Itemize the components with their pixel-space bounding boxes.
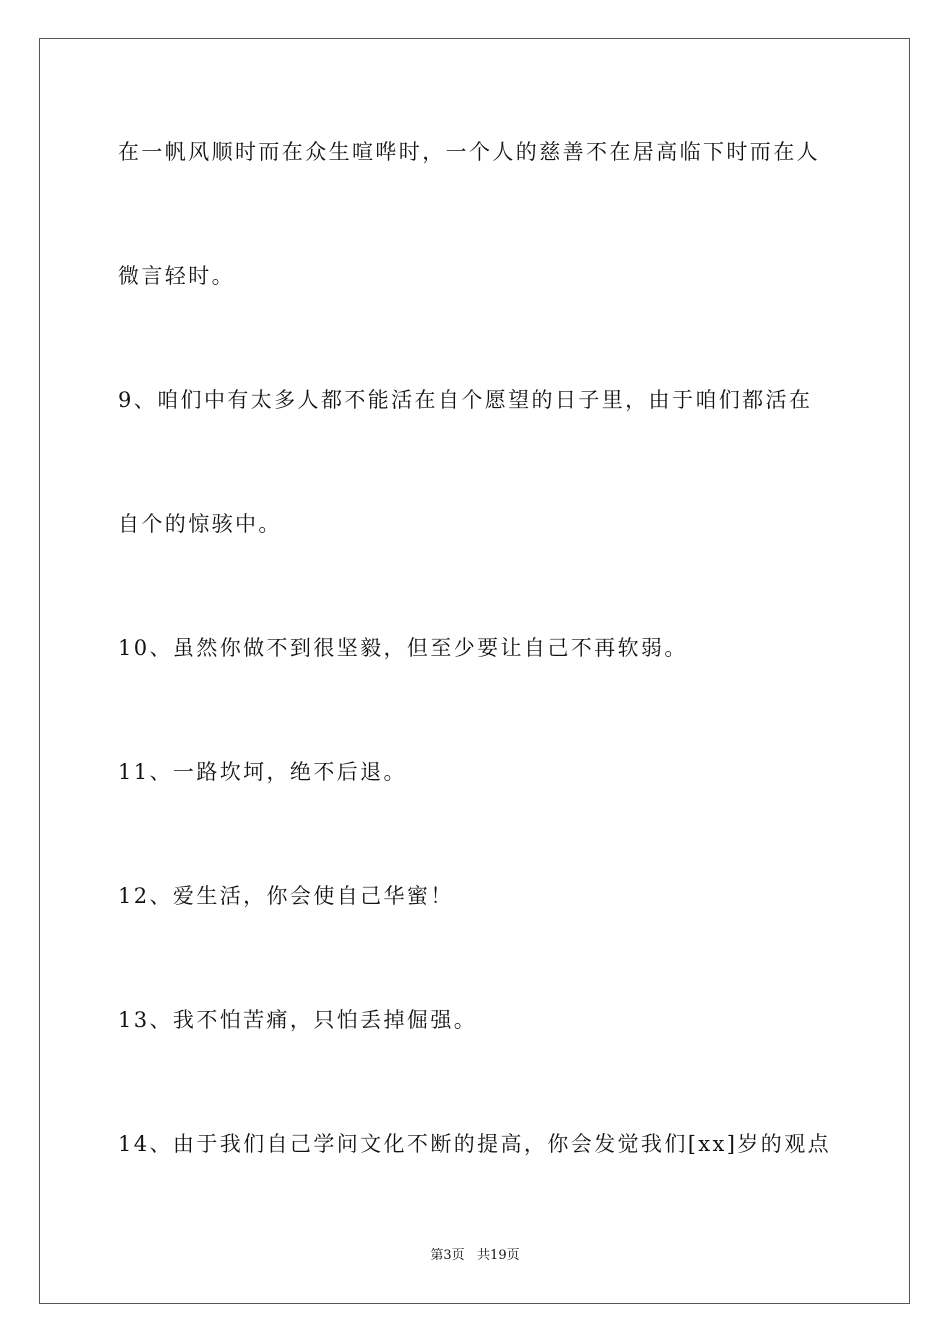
text-line: 12、爱生活，你会使自己华蜜！ (118, 884, 454, 908)
page-frame (39, 38, 910, 1304)
text-line: 在一帆风顺时而在众生喧哗时，一个人的慈善不在居高临下时而在人 (118, 140, 820, 164)
text-line: 9、咱们中有太多人都不能活在自个愿望的日子里，由于咱们都活在 (118, 388, 813, 412)
text-line: 13、我不怕苦痛，只怕丢掉倔强。 (118, 1008, 478, 1032)
text-line: 微言轻时。 (118, 264, 235, 288)
page-number-footer: 第3页 共19页 (430, 1248, 520, 1263)
text-line: 11、一路坎坷，绝不后退。 (118, 760, 407, 784)
text-line: 14、由于我们自己学问文化不断的提高，你会发觉我们[xx]岁的观点 (118, 1132, 831, 1156)
text-line: 10、虽然你做不到很坚毅，但至少要让自己不再软弱。 (118, 636, 688, 660)
text-line: 自个的惊骇中。 (118, 512, 282, 536)
